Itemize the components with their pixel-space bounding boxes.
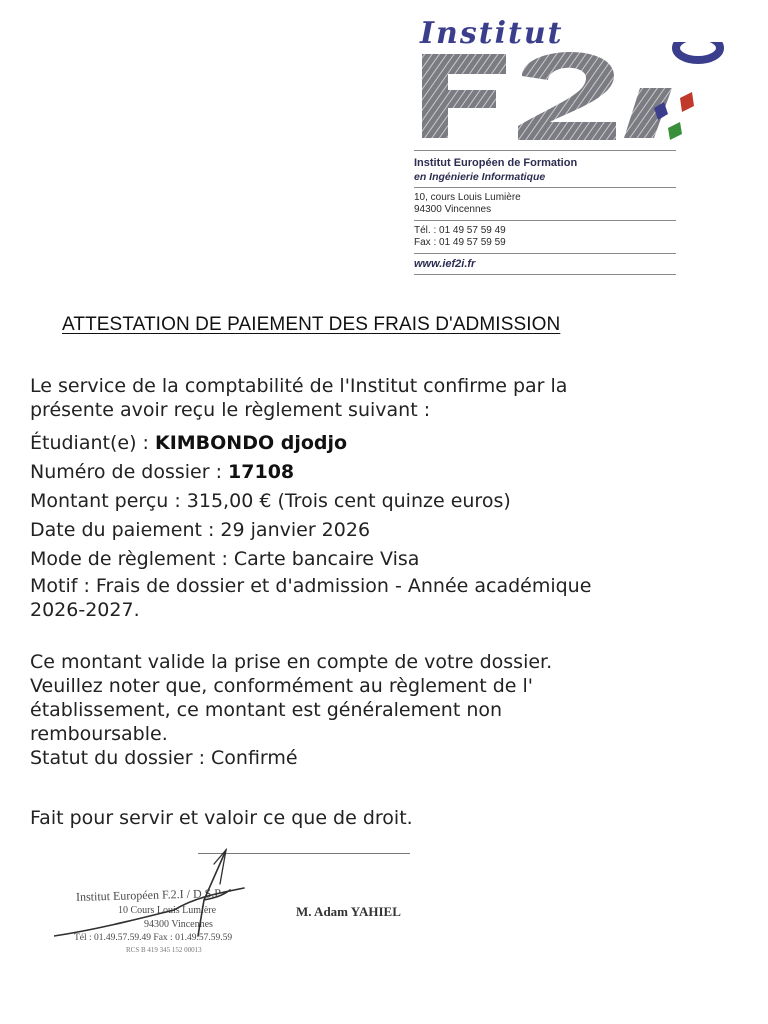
payment-method-field: Mode de règlement : Carte bancaire Visa	[30, 548, 420, 570]
reason-field	[30, 574, 730, 622]
closing-line: Fait pour servir et valoir ce que de droit.	[30, 807, 413, 829]
signatory-name: M. Adam YAHIEL	[296, 904, 401, 919]
payment-details	[30, 374, 730, 422]
letterhead-contact-block	[414, 150, 682, 278]
stamp-line-4: Tél : 01.49.57.59.49 Fax : 01.49.57.59.59	[74, 933, 233, 943]
logo-wordmark: Institut	[420, 16, 564, 51]
logo-f2i-mark	[418, 42, 728, 146]
reason-line-2: 2026-2027.	[30, 599, 140, 621]
institute-logo	[418, 16, 728, 146]
notice-paragraph	[30, 650, 730, 770]
notice-line-2: Veuillez noter que, conformément au règlement de l'	[30, 675, 534, 697]
letterhead-rule-top	[414, 150, 676, 151]
institute-name: Institut Européen de Formation	[414, 157, 578, 169]
letterhead-rule	[414, 253, 676, 254]
payment-date-field: Date du paiement : 29 janvier 2026	[30, 519, 371, 541]
telephone: Tél. : 01 49 57 59 49	[414, 225, 506, 236]
website: www.ief2i.fr	[414, 258, 476, 270]
student-name: KIMBONDO djodjo	[154, 432, 348, 454]
intro-line-1: Le service de la comptabilité de l'Institut confirme par la	[30, 375, 568, 397]
address-line-1: 10, cours Louis Lumière	[414, 192, 521, 203]
institute-subtitle: en Ingénierie Informatique	[414, 171, 546, 183]
notice-line-3: établissement, ce montant est généralement non	[30, 699, 503, 721]
student-label: Étudiant(e) :	[30, 432, 155, 454]
stamp-line-3: 94300 Vincennes	[144, 919, 213, 930]
letterhead-rule	[414, 220, 676, 221]
notice-line-4: remboursable.	[30, 723, 168, 745]
stamp-line-2: 10 Cours Louis Lumière	[118, 905, 217, 916]
document-title: ATTESTATION DE PAIEMENT DES FRAIS D'ADMISSION	[62, 314, 561, 335]
address-line-2: 94300 Vincennes	[414, 204, 492, 215]
intro-line-2: présente avoir reçu le règlement suivant :	[30, 399, 431, 421]
closing-statement	[30, 806, 730, 830]
reason-line-1: Motif : Frais de dossier et d'admission - Année académique	[30, 575, 592, 597]
institute-stamp	[54, 840, 284, 960]
file-status: Statut du dossier : Confirmé	[30, 747, 298, 769]
stamp-line-1: Institut Européen F.2.I / D.S.P	[75, 886, 222, 904]
letterhead-rule-bottom	[414, 274, 676, 275]
fax: Fax : 01 49 57 59 59	[414, 237, 506, 248]
student-field	[30, 429, 730, 458]
file-number-value: 17108	[228, 461, 295, 483]
notice-line-1: Ce montant valide la prise en compte de votre dossier.	[30, 651, 553, 673]
stamp-line-5: RCS B 419 345 152 00013	[126, 946, 202, 954]
file-number-label: Numéro de dossier :	[30, 461, 229, 483]
handwritten-signature	[54, 840, 284, 960]
amount-field: Montant perçu : 315,00 € (Trois cent quinze euros)	[30, 490, 511, 512]
letterhead-rule	[414, 187, 676, 188]
file-number-field	[30, 458, 730, 487]
payment-fields	[30, 429, 730, 574]
